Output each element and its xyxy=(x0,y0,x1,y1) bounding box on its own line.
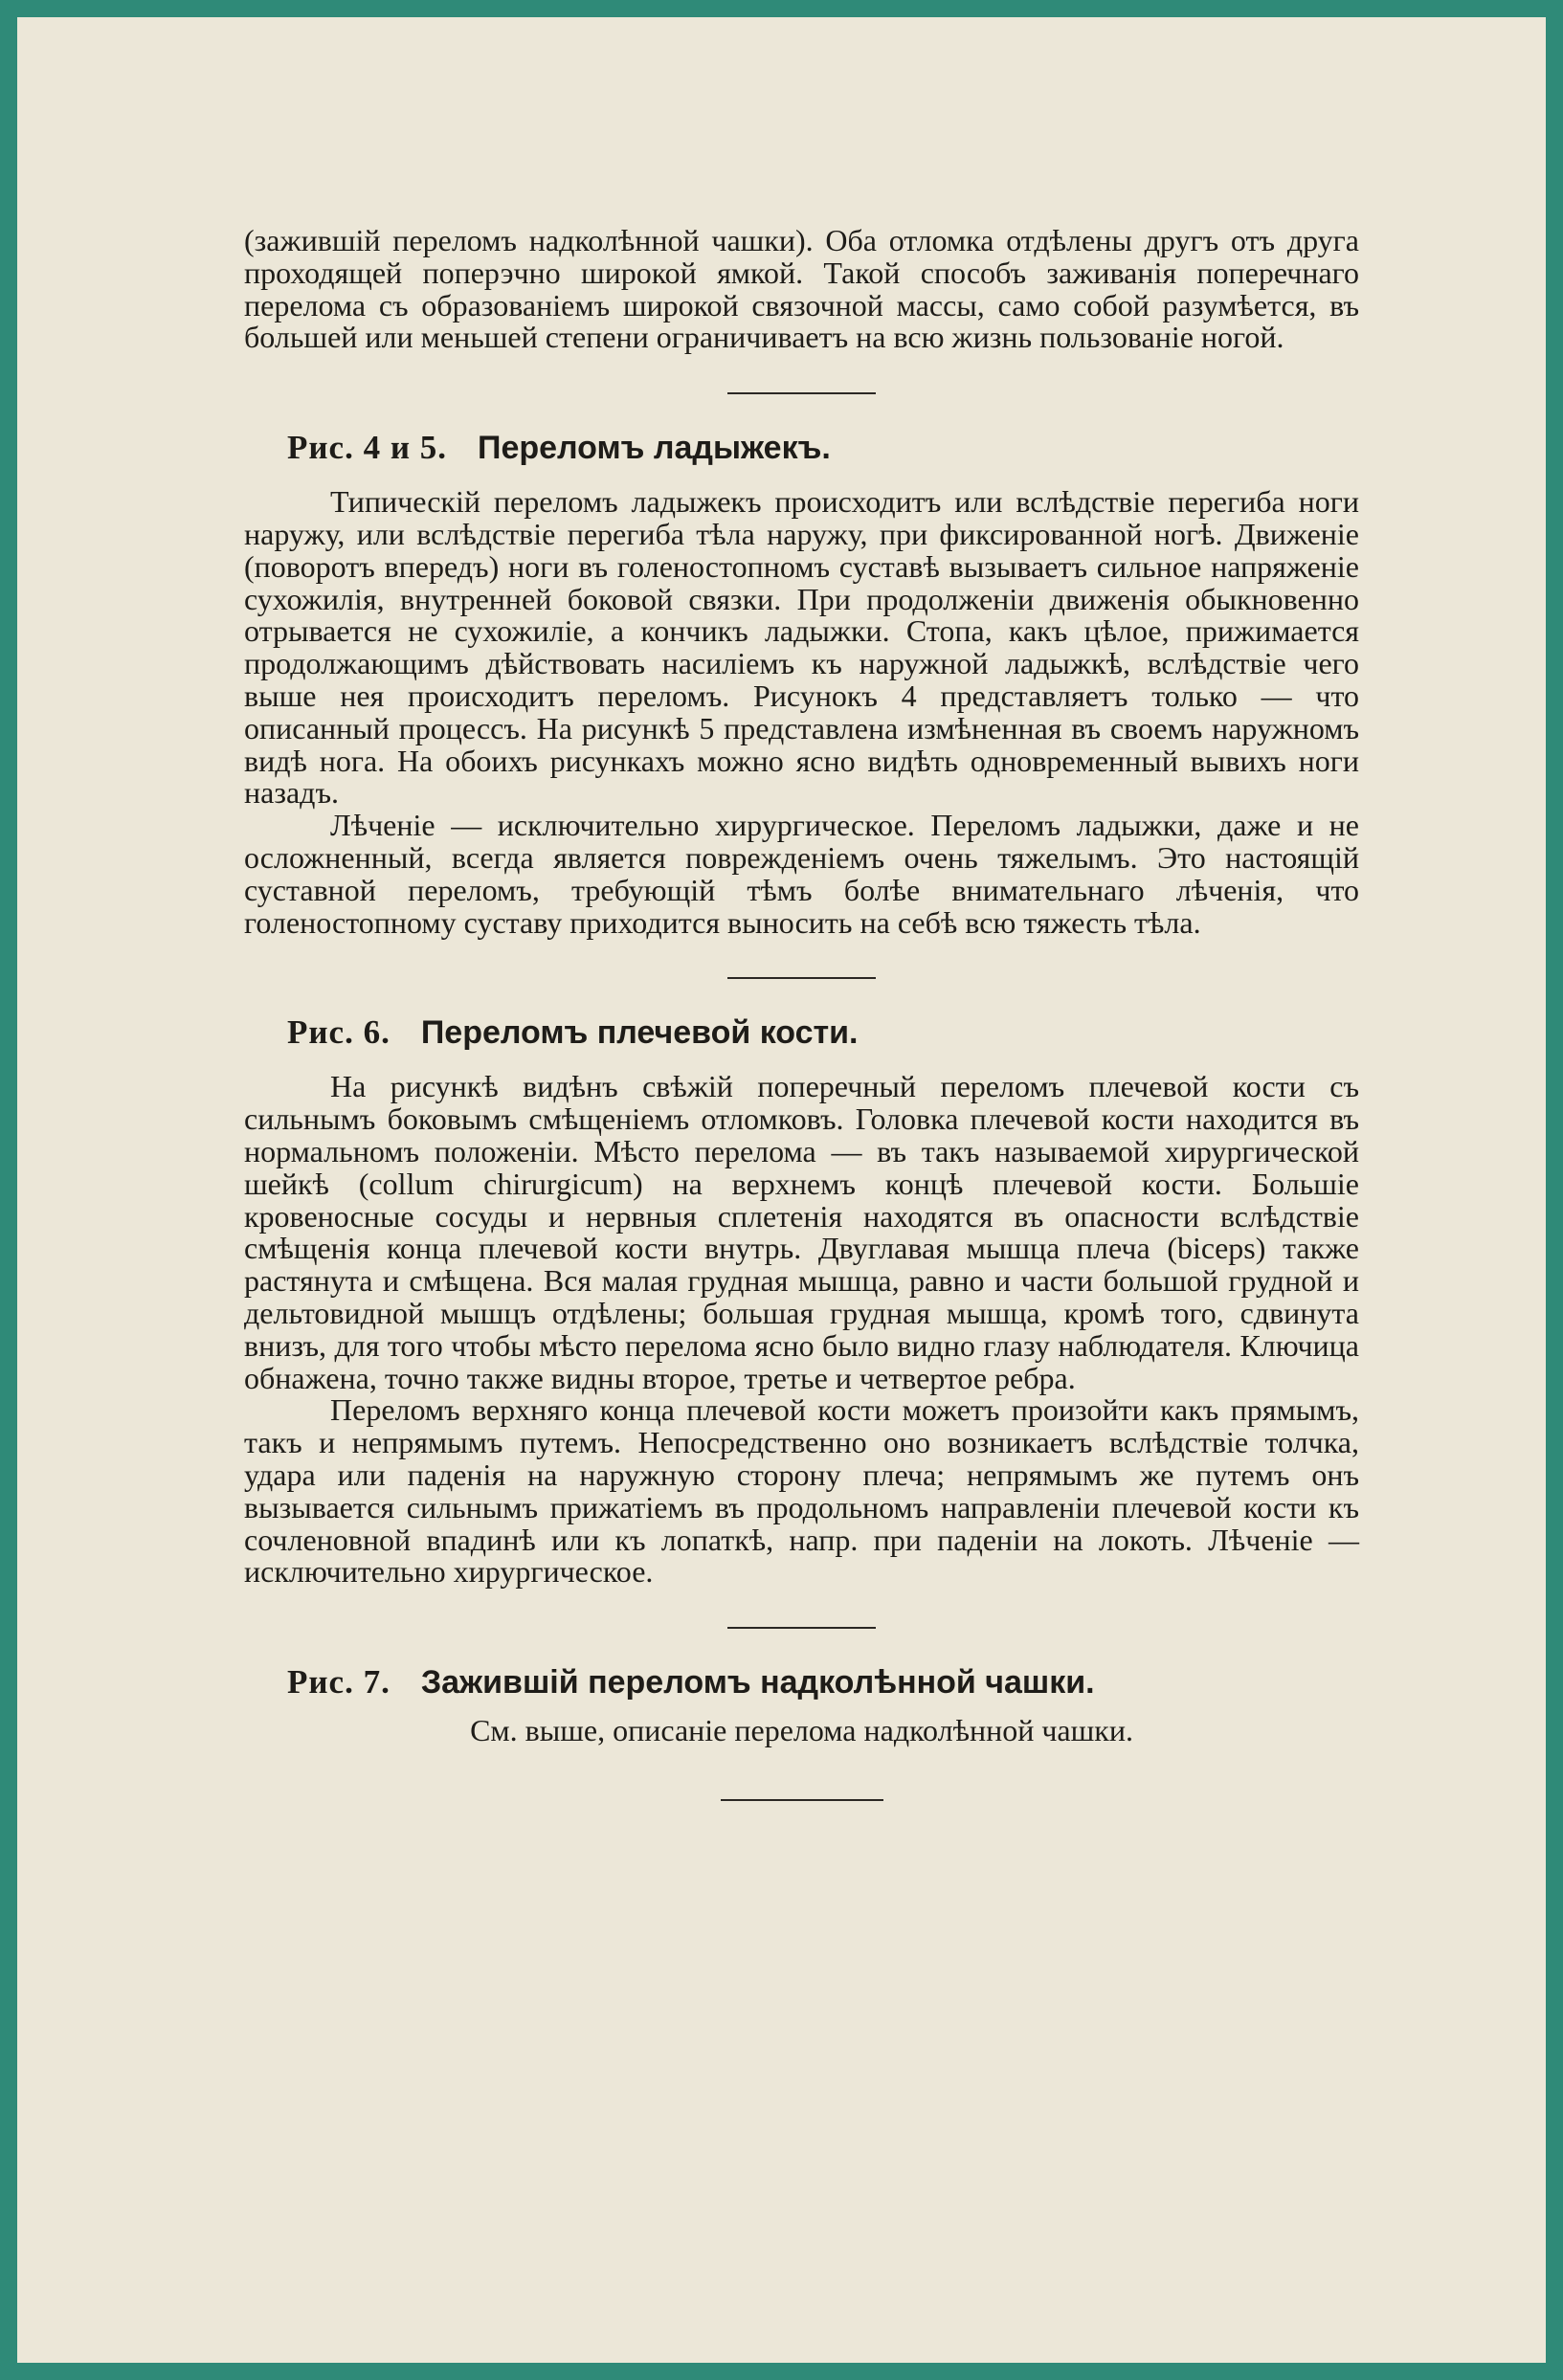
section-heading-fig-6 xyxy=(244,1013,1359,1052)
page-content xyxy=(244,225,1359,1801)
section-divider xyxy=(727,392,876,394)
section-title: Переломъ плечевой кости. xyxy=(420,1014,859,1052)
figure-label: Рис. 7. xyxy=(287,1663,391,1702)
closing-divider xyxy=(721,1799,883,1801)
intro-paragraph: (зажившій переломъ надколѣнной чашки). Оба отломка отдѣлены другъ отъ друга проходящей поперэчно широкой ямкой. Такой способъ заживанія поперечнаго перелома съ образованіемъ широкой связочной массы, само собой разумѣется, въ большей или меньшей степени ограничиваетъ на всю жизнь пользованіе ногой. xyxy=(244,223,1359,355)
section-divider xyxy=(727,977,876,979)
section-title: Зажившій переломъ надколѣнной чашки. xyxy=(420,1664,1095,1702)
figure-label: Рис. 6. xyxy=(287,1013,391,1052)
section-paragraph: Типическій переломъ ладыжекъ происходитъ или вслѣдствіе перегиба ноги наружу, или вслѣдствіе перегиба тѣла наружу, при фиксированной ногѣ. Движеніе (поворотъ впередъ) ноги въ голеностопномъ суставѣ вызываетъ сильное напряженіе сухожилія, внутренней боковой связки. При продолженіи движенія обыкновенно отрывается не сухожиліе, а кончикъ ладыжки. Стопа, какъ цѣлое, прижимается продолжающимъ дѣйствовать насиліемъ къ наружной ладыжкѣ, вслѣдствіе чего выше нея происходитъ переломъ. Рисунокъ 4 представляетъ только — что описанный процессъ. На рисункѣ 5 представлена измѣненная въ своемъ наружномъ видѣ нога. На обоихъ рисункахъ можно ясно видѣть одновременный вывихъ ноги назадъ. xyxy=(244,484,1359,811)
section-paragraph: Лѣченіе — исключительно хирургическое. Переломъ ладыжки, даже и не осложненный, всегда является поврежденіемъ очень тяжелымъ. Это настоящій суставной переломъ, требующій тѣмъ болѣе внимательнаго лѣченія, что голеностопному суставу приходится выносить на себѣ всю тяжесть тѣла. xyxy=(244,808,1359,940)
section-paragraph: На рисункѣ видѣнъ свѣжій поперечный переломъ плечевой кости съ сильнымъ боковымъ смѣщеніемъ отломковъ. Головка плечевой кости находится въ нормальномъ положеніи. Мѣсто перелома — въ такъ называемой хирургической шейкѣ (collum chirurgicum) на верхнемъ концѣ плечевой кости. Большіе кровеносные сосуды и нервныя сплетенія находятся въ опасности вслѣдствіе смѣщенія конца плечевой кости внутрь. Двуглавая мышца плеча (biceps) также растянута и смѣщена. Вся малая грудная мышца, равно и части большой грудной и дельтовидной мышцъ отдѣлены; большая грудная мышца, кромѣ того, сдвинута внизъ, для того чтобы мѣсто перелома ясно было видно глазу наблюдателя. Ключица обнажена, точно также видны второе, третье и четвертое ребра. xyxy=(244,1069,1359,1395)
figure-label: Рис. 4 и 5. xyxy=(287,429,447,467)
section-paragraph: Переломъ верхняго конца плечевой кости можетъ произойти какъ прямымъ, такъ и непрямымъ путемъ. Непосредственно оно возникаетъ вслѣдствіе толчка, удара или паденія на наружную сторону плеча; непрямымъ же путемъ онъ вызывается сильнымъ прижатіемъ въ продольномъ направленіи плечевой кости къ сочленовной впадинѣ или къ лопаткѣ, напр. при паденіи на локоть. Лѣченіе — исключительно хирургическое. xyxy=(244,1392,1359,1590)
section-title: Переломъ ладыжекъ. xyxy=(478,430,831,467)
section-heading-fig-4-5 xyxy=(244,429,1359,467)
section-paragraph: См. выше, описаніе перелома надколѣнной чашки. xyxy=(470,1713,1133,1748)
section-heading-fig-7 xyxy=(244,1663,1359,1702)
section-divider xyxy=(727,1627,876,1629)
